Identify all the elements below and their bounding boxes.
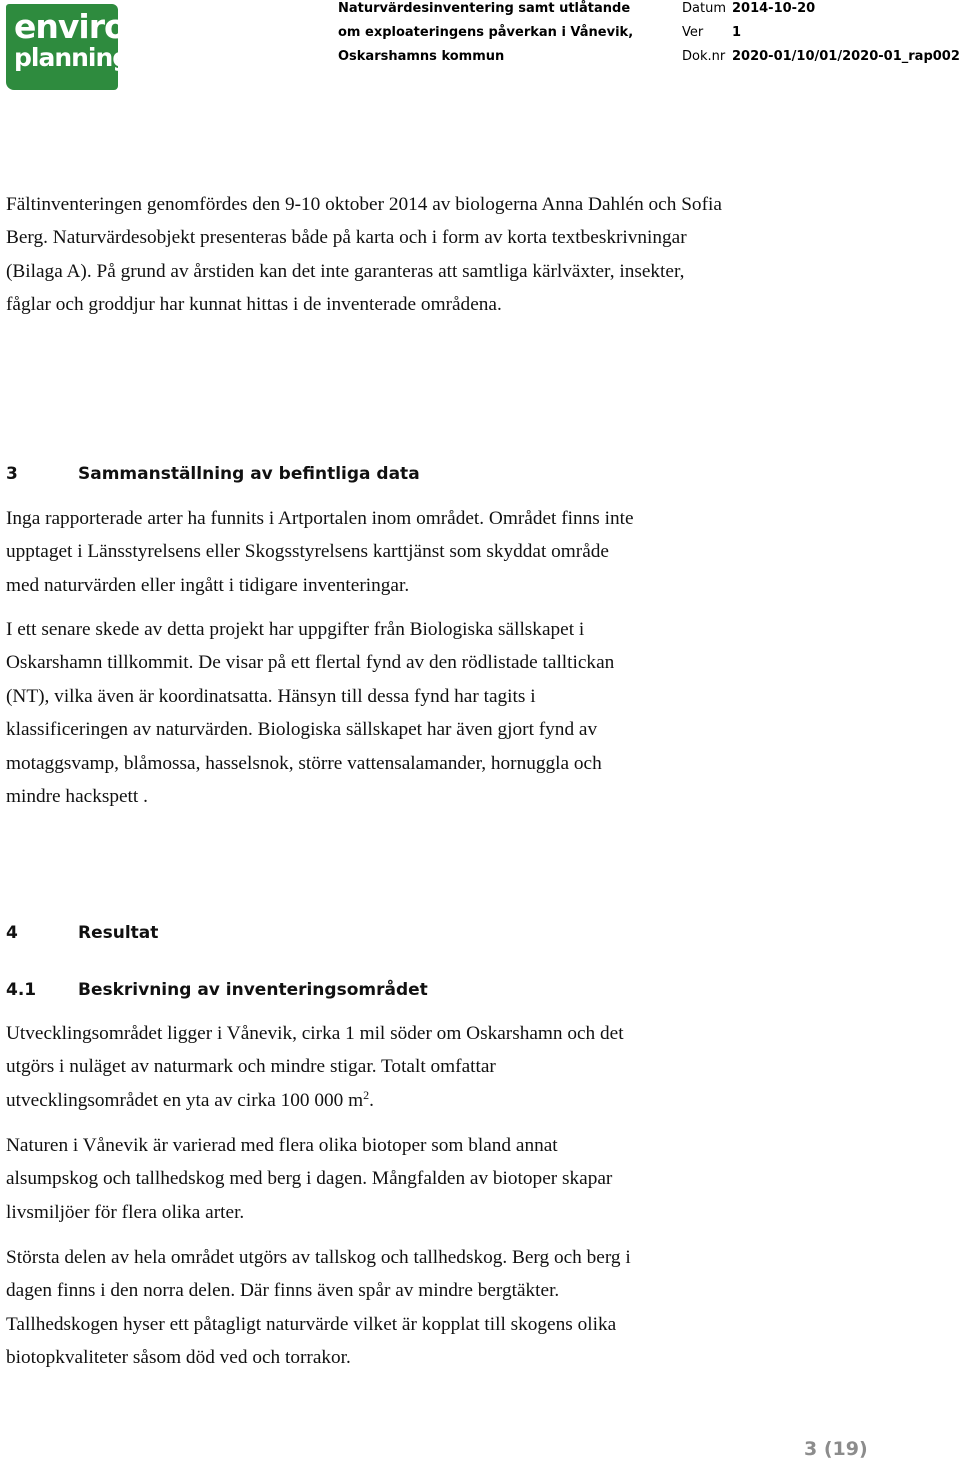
logo-line-1: enviro — [14, 7, 126, 46]
paragraph-field-inventory: Fältinventeringen genomfördes den 9-10 oktober 2014 av biologerna Anna Dahlén och Sofia Berg. Naturvärdesobjekt presenteras både på karta och i form av korta textbeskrivningar (Bilaga A). På grund av årstiden kan det inte garanteras att samtliga kärlväxter, insekter, fåglar och groddjur har kunnat hittas i de inventerade områdena. — [6, 194, 722, 316]
meta-version-label: Ver — [682, 25, 704, 40]
title-line-2: om exploateringens påverkan i Vånevik, — [338, 25, 634, 40]
meta-docnr-label: Dok.nr — [682, 49, 726, 64]
title-line-3: Oskarshamns kommun — [338, 49, 505, 64]
heading-section-4 — [6, 922, 158, 944]
page-number: 3 (19) — [804, 1438, 868, 1460]
heading-title: Resultat — [78, 923, 159, 943]
meta-version-value: 1 — [732, 25, 742, 40]
paragraph-existing-data: Inga rapporterade arter ha funnits i Artportalen inom området. Området finns inte upptaget i Länsstyrelsens eller Skogsstyrelsens karttjänst som skyddat område med naturvärden eller ingått i tidigare inventeringar. — [6, 508, 634, 596]
meta-date-value: 2014-10-20 — [732, 1, 816, 16]
heading-number: 4.1 — [6, 980, 37, 1000]
meta-date — [682, 0, 960, 24]
meta-docnr-value: 2020-01/10/01/2020-01_rap002 — [732, 49, 960, 64]
heading-section-4-1 — [6, 979, 428, 1001]
heading-number: 3 — [6, 464, 18, 484]
paragraph-pine-forest: Största delen av hela området utgörs av tallskog och tallhedskog. Berg och berg i dagen finns i den norra delen. Där finns även spår av mindre bergtäkter. Tallhedskogen hyser ett påtagligt naturvärde vilket är kopplat till skogens olika biotopkvaliteter såsom död ved och torrakor. — [6, 1247, 631, 1369]
document-meta — [682, 0, 960, 72]
paragraph-text: Utvecklingsområdet ligger i Vånevik, cirka 1 mil söder om Oskarshamn och det utgörs i nuläget av naturmark och mindre stigar. Totalt omfattar utvecklingsområdet en yta av cirka 100 000 m — [6, 1023, 624, 1111]
meta-docnr — [682, 48, 960, 72]
paragraph-end: . — [369, 1089, 374, 1111]
heading-title: Beskrivning av inventeringsområdet — [78, 980, 428, 1000]
meta-version — [682, 24, 960, 48]
title-line-1: Naturvärdesinventering samt utlåtande — [338, 1, 631, 16]
document-title — [338, 0, 633, 72]
heading-number: 4 — [6, 923, 18, 943]
superscript-2: 2 — [363, 1087, 370, 1102]
paragraph-nature-vanevik: Naturen i Vånevik är varierad med flera olika biotoper som bland annat alsumpskog och tallhedskog med berg i dagen. Mångfalden av biotoper skapar livsmiljöer för flera olika arter. — [6, 1135, 613, 1223]
heading-title: Sammanställning av befintliga data — [78, 464, 420, 484]
heading-section-3 — [6, 463, 420, 485]
logo-line-2: planning — [14, 43, 130, 72]
enviroplanning-logo — [6, 4, 130, 90]
paragraph-development-area — [6, 1017, 636, 1117]
meta-date-label: Datum — [682, 1, 726, 16]
paragraph-biological-society: I ett senare skede av detta projekt har uppgifter från Biologiska sällskapet i Oskarshamn tillkommit. De visar på ett flertal fynd av den rödlistade talltickan (NT), vilka även är koordinatsatta. Hänsyn till dessa fynd har tagits i klassificeringen av naturvärden. Biologiska sällskapet har även gjort fynd av motaggsvamp, blåmossa, hasselsnok, större vattensalamander, hornuggla och mindre hackspett . — [6, 619, 615, 808]
